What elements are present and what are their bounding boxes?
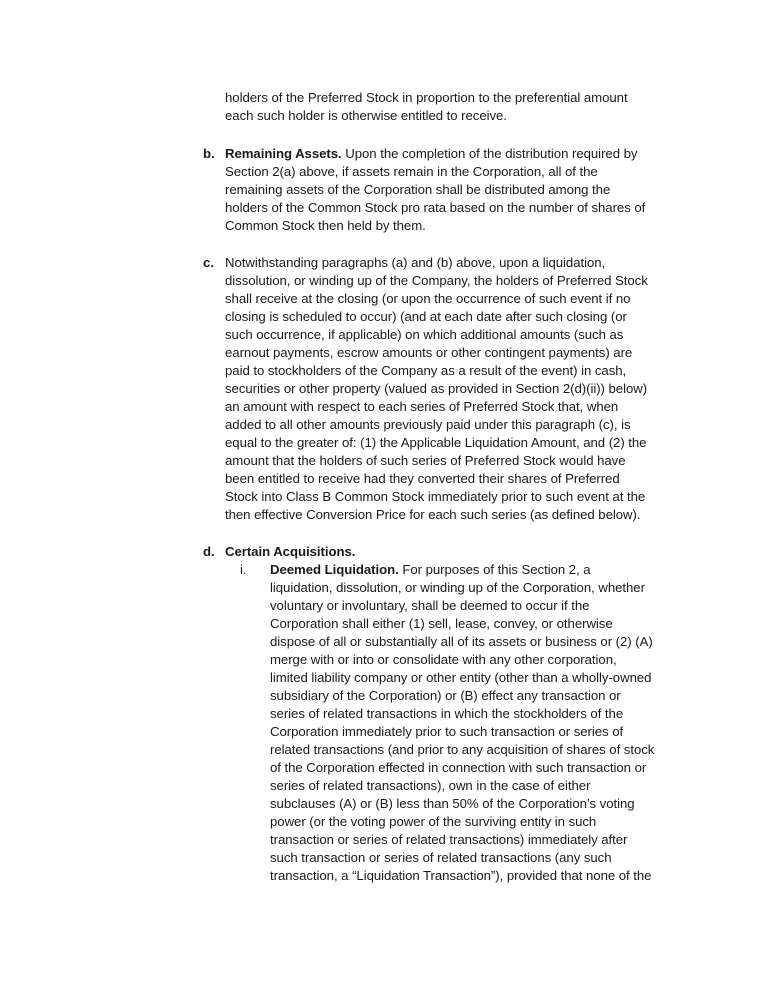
text-line: shall receive at the closing (or upon the occurrence of such event if no xyxy=(225,291,631,306)
text-line: merge with or into or consolidate with any other corporation, xyxy=(270,652,617,667)
text-line: transaction or series of related transactions) immediately after xyxy=(270,832,628,847)
text-line: related transactions (and prior to any acquisition of shares of stock xyxy=(270,742,655,757)
text-line: Corporation immediately prior to such transaction or series of xyxy=(270,724,624,739)
text-line: amount that the holders of such series of Preferred Stock would have xyxy=(225,453,626,468)
text-line: dissolution, or winding up of the Company, the holders of Preferred Stock xyxy=(225,273,648,288)
text-line: of the Corporation effected in connection with such transaction or xyxy=(270,760,647,775)
list-marker-c: c. xyxy=(203,255,214,270)
text-line: Corporation shall either (1) sell, lease, convey, or otherwise xyxy=(270,616,613,631)
text-line: equal to the greater of: (1) the Applicable Liquidation Amount, and (2) the xyxy=(225,435,647,450)
text-line: limited liability company or other entity (other than a wholly-owned xyxy=(270,670,652,685)
text-line: dispose of all or substantially all of its assets or business or (2) (A) xyxy=(270,634,653,649)
text-line: power (or the voting power of the surviving entity in such xyxy=(270,814,597,829)
section-b-heading: Remaining Assets. xyxy=(225,146,342,161)
text-line: earnout payments, escrow amounts or other contingent payments) are xyxy=(225,345,633,360)
text-line: transaction, a “Liquidation Transaction”), provided that none of the xyxy=(270,868,652,883)
section-b-first-line-text: Upon the completion of the distribution required by xyxy=(341,146,638,161)
text-line: an amount with respect to each series of Preferred Stock that, when xyxy=(225,399,619,414)
text-line: subsidiary of the Corporation) or (B) effect any transaction or xyxy=(270,688,621,703)
text-line: securities or other property (valued as provided in Section 2(d)(ii)) below) xyxy=(225,381,648,396)
list-marker-b: b. xyxy=(203,146,215,161)
text-line: Notwithstanding paragraphs (a) and (b) above, upon a liquidation, xyxy=(225,255,606,270)
text-line: paid to stockholders of the Company as a result of the event) in cash, xyxy=(225,363,627,378)
text-line: Common Stock then held by them. xyxy=(225,218,426,233)
text-line: Section 2(a) above, if assets remain in the Corporation, all of the xyxy=(225,164,598,179)
text-line: Stock into Class B Common Stock immediately prior to such event at the xyxy=(225,489,646,504)
text-line: been entitled to receive had they converted their shares of Preferred xyxy=(225,471,620,486)
text-line: then effective Conversion Price for each such series (as defined below). xyxy=(225,507,641,522)
text-line: added to all other amounts previously paid under this paragraph (c), is xyxy=(225,417,631,432)
list-marker-i: i. xyxy=(240,562,247,577)
section-d-i-first-line xyxy=(270,561,591,579)
text-line: each such holder is otherwise entitled to receive. xyxy=(225,108,507,123)
text-line: series of related transactions in which the stockholders of the xyxy=(270,706,624,721)
deemed-liquidation-heading: Deemed Liquidation. xyxy=(270,562,399,577)
section-b-first-line xyxy=(225,145,637,163)
section-d-i-first-line-text: For purposes of this Section 2, a xyxy=(398,562,591,577)
text-line: voluntary or involuntary, shall be deemed to occur if the xyxy=(270,598,590,613)
text-line: holders of the Preferred Stock in proportion to the preferential amount xyxy=(225,90,628,105)
text-line: remaining assets of the Corporation shall be distributed among the xyxy=(225,182,611,197)
text-line: such occurrence, if applicable) on which additional amounts (such as xyxy=(225,327,624,342)
section-d-heading: Certain Acquisitions. xyxy=(225,544,356,559)
text-line: subclauses (A) or (B) less than 50% of the Corporation’s voting xyxy=(270,796,635,811)
list-marker-d: d. xyxy=(203,544,215,559)
text-line: such transaction or series of related transactions (any such xyxy=(270,850,612,865)
text-line: liquidation, dissolution, or winding up of the Corporation, whether xyxy=(270,580,645,595)
text-line: closing is scheduled to occur) (and at each date after such closing (or xyxy=(225,309,627,324)
text-line: holders of the Common Stock pro rata based on the number of shares of xyxy=(225,200,646,215)
text-line: series of related transactions), own in the case of either xyxy=(270,778,591,793)
